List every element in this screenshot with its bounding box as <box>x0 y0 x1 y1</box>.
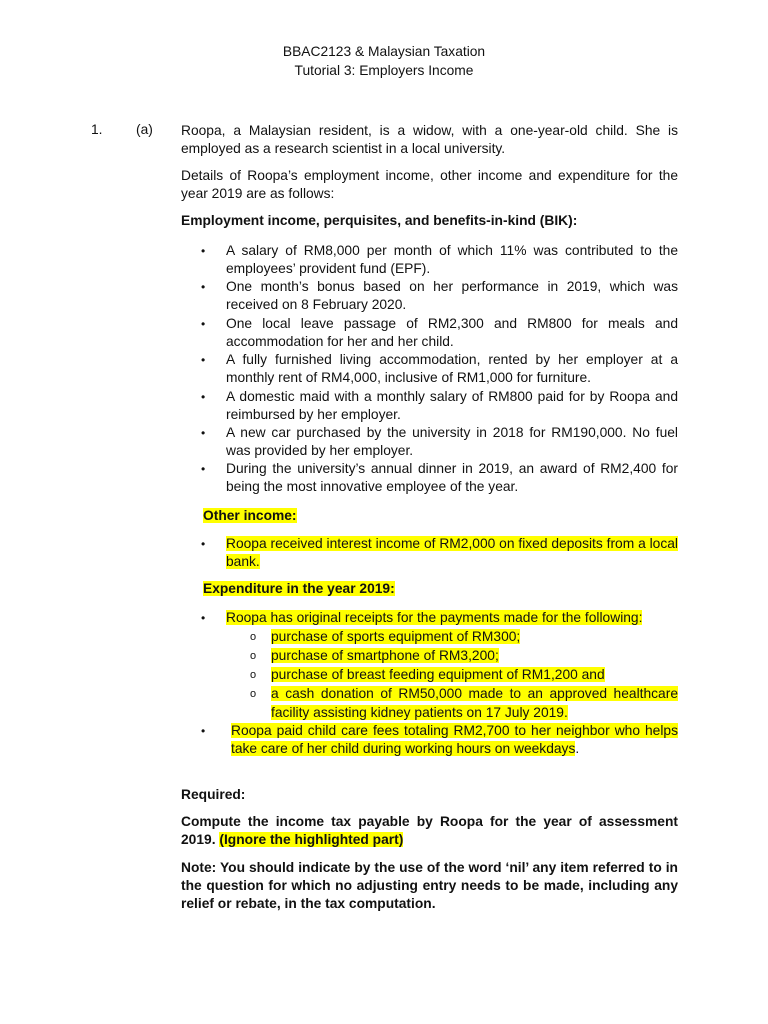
other-income-heading: Other income: <box>203 508 297 523</box>
expenditure-subitem: purchase of breast feeding equipment of RM1,200 and <box>271 667 605 682</box>
bullet-icon: • <box>201 317 206 331</box>
employment-item: A new car purchased by the university in 2018 for RM190,000. No fuel was provided by her employer. <box>226 425 678 458</box>
sub-bullet-icon: o <box>250 631 257 643</box>
employment-heading: Employment income, perquisites, and benefits-in-kind (BIK): <box>181 213 578 228</box>
course-title: BBAC2123 & Malaysian Taxation <box>282 44 486 59</box>
required-heading: Required: <box>181 787 246 802</box>
bullet-icon: • <box>201 426 206 440</box>
bullet-icon: • <box>201 537 206 551</box>
required-instruction: Compute the income tax payable by Roopa for the year of assessment 2019. (Ignore the highlighted part) <box>181 814 678 847</box>
question-number: 1. <box>91 122 103 137</box>
bullet-icon: • <box>201 353 206 367</box>
expenditure-item: Roopa paid child care fees totaling RM2,700 to her neighbor who helps take care of her child during working hours on weekdays. <box>231 723 678 756</box>
required-note: Note: You should indicate by the use of the word ‘nil’ any item referred to in the question for which no adjusting entry needs to be made, including any relief or rebate, in the tax computation. <box>181 860 678 911</box>
sub-bullet-icon: o <box>250 650 257 662</box>
question-part: (a) <box>136 122 153 137</box>
sub-bullet-icon: o <box>250 688 257 700</box>
employment-item: A fully furnished living accommodation, rented by her employer at a monthly rent of RM4,000, inclusive of RM1,000 for furniture. <box>226 352 678 385</box>
expenditure-item: Roopa has original receipts for the payments made for the following: <box>226 610 643 625</box>
tutorial-title: Tutorial 3: Employers Income <box>294 63 474 78</box>
bullet-icon: • <box>201 244 206 258</box>
sub-bullet-icon: o <box>250 669 257 681</box>
expenditure-subitem: purchase of smartphone of RM3,200; <box>271 648 499 663</box>
bullet-icon: • <box>201 390 206 404</box>
expenditure-heading: Expenditure in the year 2019: <box>203 581 395 596</box>
expenditure-subitem: purchase of sports equipment of RM300; <box>271 629 521 644</box>
employment-item: During the university’s annual dinner in 2019, an award of RM2,400 for being the most innovative employee of the year. <box>226 461 678 494</box>
employment-item: A domestic maid with a monthly salary of RM800 paid for by Roopa and reimbursed by her employer. <box>226 389 678 422</box>
employment-item: One local leave passage of RM2,300 and RM800 for meals and accommodation for her and her child. <box>226 316 678 349</box>
bullet-icon: • <box>201 462 206 476</box>
bullet-icon: • <box>201 724 206 738</box>
bullet-icon: • <box>201 280 206 294</box>
employment-item: A salary of RM8,000 per month of which 11% was contributed to the employees’ provident fund (EPF). <box>226 243 678 276</box>
other-income-item: Roopa received interest income of RM2,000 on fixed deposits from a local bank. <box>226 536 678 569</box>
details-paragraph: Details of Roopa’s employment income, other income and expenditure for the year 2019 are as follows: <box>181 168 678 201</box>
bullet-icon: • <box>201 611 206 625</box>
expenditure-subitem: a cash donation of RM50,000 made to an approved healthcare facility assisting kidney patients on 17 July 2019. <box>271 686 678 720</box>
employment-item: One month’s bonus based on her performance in 2019, which was received on 8 February 2020. <box>226 279 678 312</box>
intro-paragraph: Roopa, a Malaysian resident, is a widow, with a one-year-old child. She is employed as a research scientist in a local university. <box>181 123 678 156</box>
